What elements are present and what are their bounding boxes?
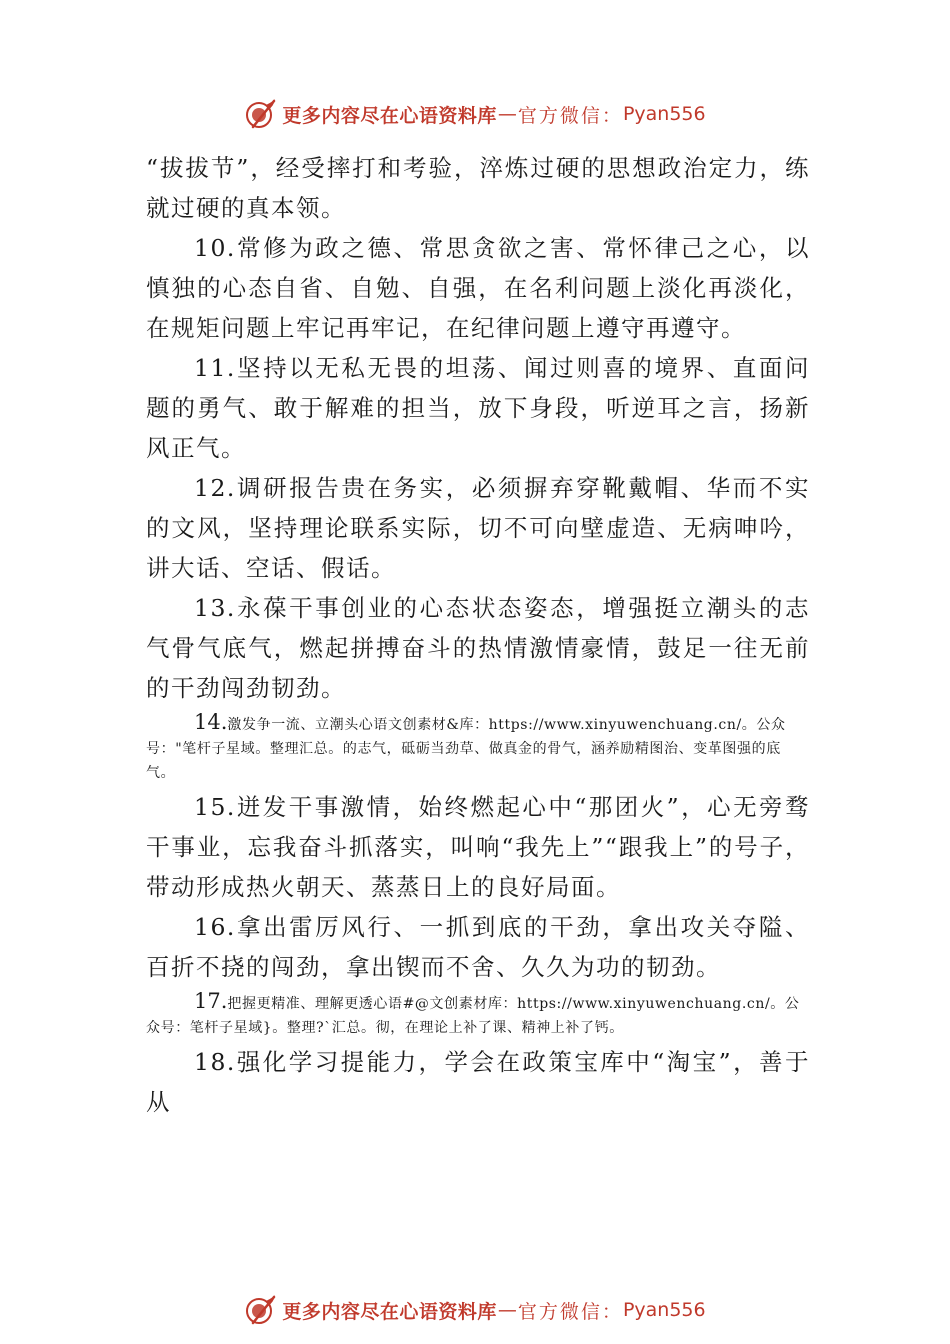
header-banner (0, 94, 950, 134)
paragraph-17-text: 把握更精准、理解更透心语#@文创素材库：https://www.xinyuwenchuang.cn/。公众号：笔杆子星域}。整理?`汇总。彻，在理论上补了课、精神上补了钙。 (146, 996, 800, 1036)
paragraph-14-text: 激发争一流、立潮头心语文创素材&库：https://www.xinyuwenchuang.cn/。公众号："笔杆子星域。整理汇总。的志气，砥砺当劲草、做真金的骨气，涵养励精图治、变革图强的底气。 (146, 717, 786, 781)
paragraph-17 (146, 989, 810, 1040)
paragraph-10: 10.常修为政之德、常思贪欲之害、常怀律己之心，以慎独的心态自省、自勉、自强，在名利问题上淡化再淡化，在规矩问题上牢记再牢记，在纪律问题上遵守再遵守。 (146, 234, 810, 342)
paragraph-12: 12.调研报告贵在务实，必须摒弃穿靴戴帽、华而不实的文风，坚持理论联系实际，切不可向壁虚造、无病呻吟，讲大话、空话、假话。 (146, 474, 810, 582)
footer-dash: — (497, 1299, 517, 1321)
footer-wechat-id: Pyan556 (622, 1299, 706, 1321)
quill-logo-icon (244, 1293, 278, 1327)
paragraph-13: 13.永葆干事创业的心态状态姿态，增强挺立潮头的志气骨气底气，燃起拼搏奋斗的热情激情豪情，鼓足一往无前的干劲闯劲韧劲。 (146, 594, 810, 702)
banner-wechat-id: Pyan556 (622, 103, 706, 125)
paragraph-14 (146, 710, 810, 785)
banner-dash: — (497, 103, 517, 125)
banner-title: 更多内容尽在心语资料库 (282, 104, 497, 127)
paragraph-15: 15.迸发干事激情，始终燃起心中“那团火”，心无旁骛干事业，忘我奋斗抓落实，叫响“我先上”“跟我上”的号子，带动形成热火朝天、蒸蒸日上的良好局面。 (146, 793, 810, 901)
footer-wechat-label: 官方微信： (517, 1300, 623, 1323)
paragraph-continuation: “拔拔节”，经受摔打和考验，淬炼过硬的思想政治定力，练就过硬的真本领。 (146, 154, 810, 222)
paragraph-14-number: 14. (194, 710, 228, 734)
document-body (146, 148, 810, 1122)
quill-logo-icon (244, 97, 278, 131)
paragraph-16: 16.拿出雷厉风行、一抓到底的干劲，拿出攻关夺隘、百折不挠的闯劲，拿出锲而不舍、久久为功的韧劲。 (146, 913, 810, 981)
paragraph-18: 18.强化学习提能力，学会在政策宝库中“淘宝”，善于从 (146, 1048, 810, 1116)
banner-wechat-label: 官方微信： (517, 104, 623, 127)
paragraph-11: 11.坚持以无私无畏的坦荡、闻过则喜的境界、直面问题的勇气、敢于解难的担当，放下身段，听逆耳之言，扬新风正气。 (146, 354, 810, 462)
paragraph-17-number: 17. (194, 989, 228, 1013)
footer-banner (0, 1290, 950, 1330)
footer-title: 更多内容尽在心语资料库 (282, 1300, 497, 1323)
